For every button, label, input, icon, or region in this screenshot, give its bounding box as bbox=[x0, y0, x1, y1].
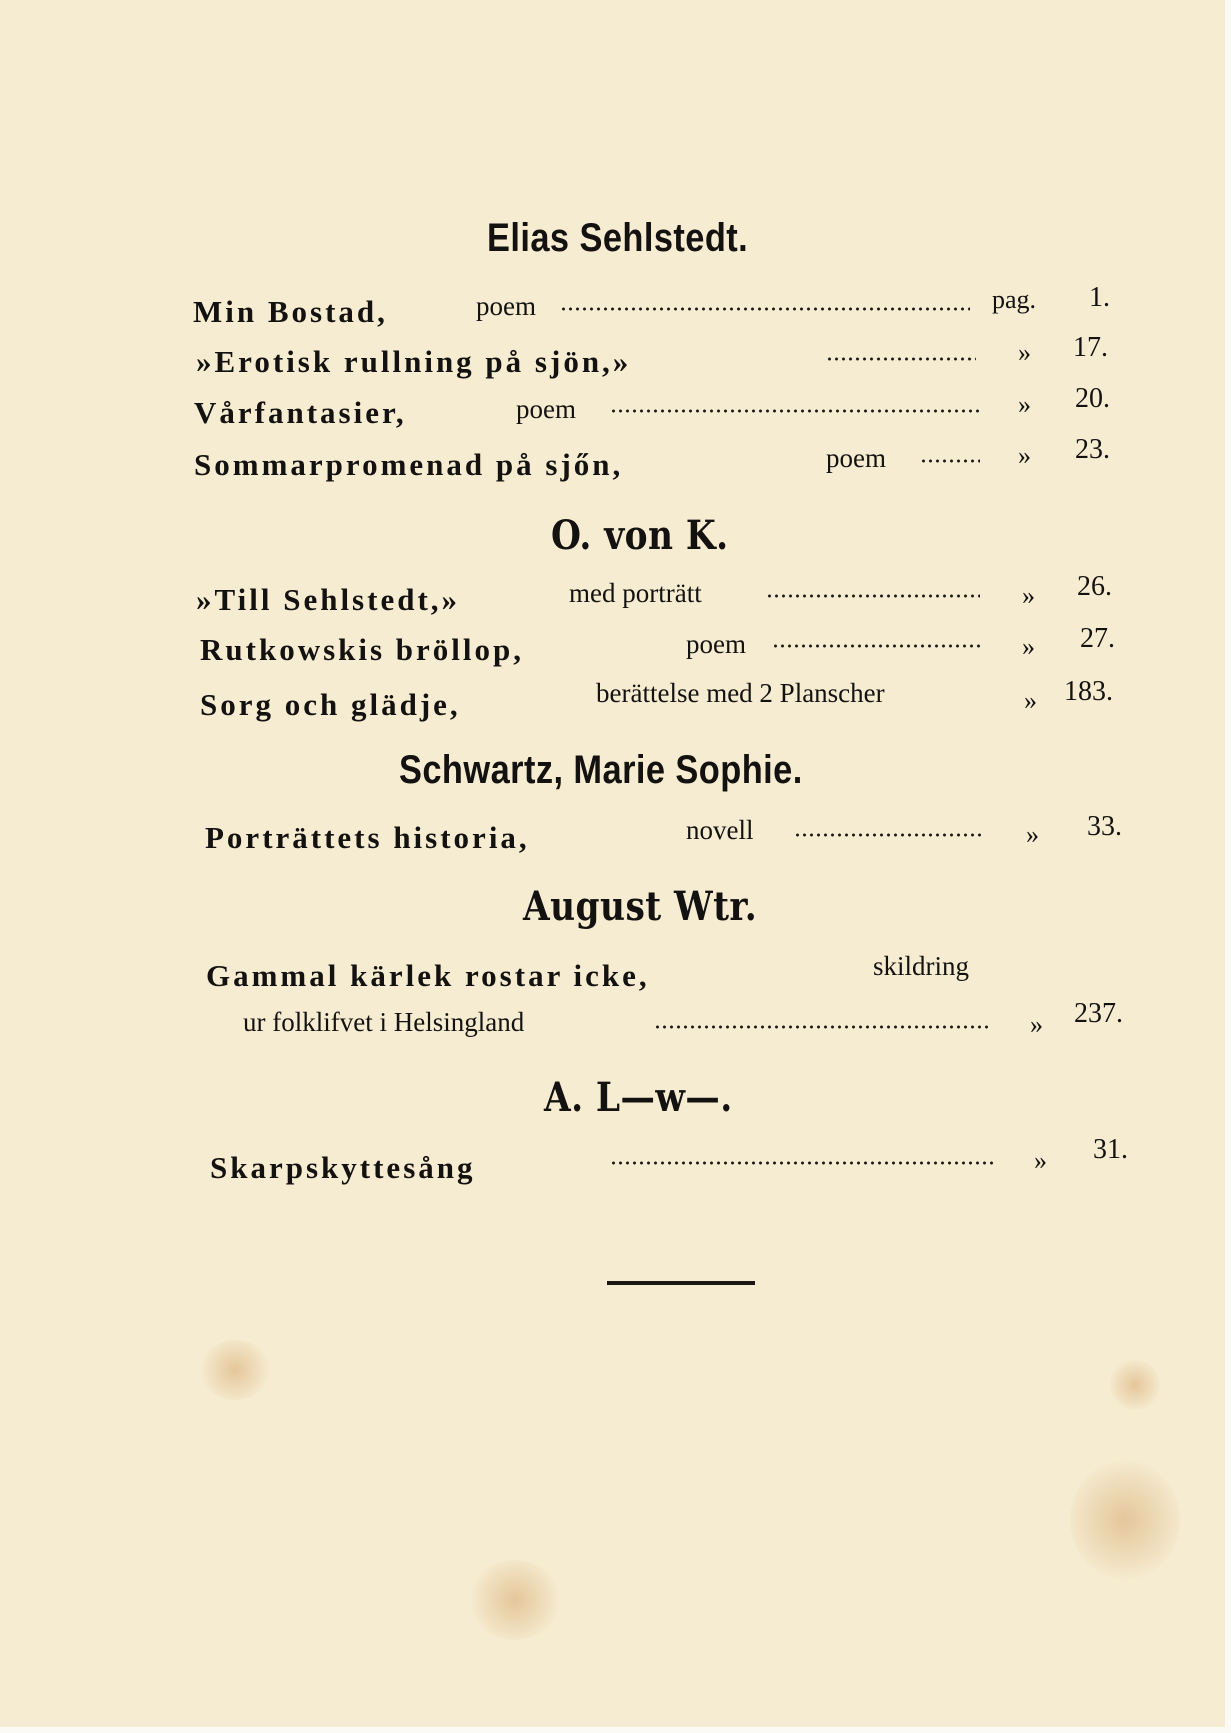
dot-leader bbox=[610, 1160, 996, 1166]
entry-description: med porträtt bbox=[569, 578, 702, 608]
page-number: 27. bbox=[1080, 623, 1115, 654]
page-number: 183. bbox=[1064, 676, 1113, 707]
stain-bottom bbox=[470, 1560, 560, 1640]
entry-description: skildring bbox=[873, 951, 970, 981]
ditto-mark: » bbox=[1022, 632, 1035, 661]
ditto-mark: » bbox=[1034, 1146, 1047, 1175]
entry-title: Porträttets historia, bbox=[205, 820, 530, 855]
stain-left bbox=[200, 1340, 270, 1400]
author-heading: Schwartz, Marie Sophie. bbox=[399, 748, 803, 792]
dot-leader bbox=[794, 832, 984, 838]
dot-leader bbox=[766, 593, 980, 599]
closing-rule bbox=[607, 1281, 755, 1285]
page-number: 26. bbox=[1077, 571, 1112, 602]
entry-description-continued: ur folklifvet i Helsingland bbox=[243, 1007, 525, 1037]
ditto-mark: » bbox=[1018, 338, 1031, 367]
dot-leader bbox=[826, 356, 976, 362]
page-number: 1. bbox=[1089, 282, 1110, 313]
entry-description: berättelse med 2 Planscher bbox=[596, 678, 885, 708]
page-number: 31. bbox=[1093, 1134, 1128, 1165]
page-number: 20. bbox=[1075, 383, 1110, 414]
ditto-mark: » bbox=[1026, 820, 1039, 849]
dot-leader bbox=[654, 1024, 992, 1030]
entry-title: »Till Sehlstedt,» bbox=[196, 582, 461, 617]
stain-right-lower bbox=[1070, 1460, 1180, 1580]
page-abbreviation: pag. bbox=[992, 285, 1037, 314]
author-heading: Elias Sehlstedt. bbox=[487, 216, 749, 260]
entry-title: Rutkowskis bröllop, bbox=[200, 632, 525, 667]
entry-title: Skarpskyttesång bbox=[210, 1150, 476, 1185]
dot-leader bbox=[560, 306, 970, 312]
entry-title: »Erotisk rullning på sjön,» bbox=[196, 344, 632, 379]
page-number: 237. bbox=[1074, 998, 1123, 1029]
entry-title: Sorg och glädje, bbox=[200, 687, 461, 722]
entry-description: poem bbox=[826, 443, 886, 473]
page-number: 33. bbox=[1087, 811, 1122, 842]
entry-title: Vårfantasier, bbox=[194, 395, 407, 430]
entry-description: poem bbox=[476, 291, 536, 321]
ditto-mark: » bbox=[1024, 686, 1037, 715]
ditto-mark: » bbox=[1018, 390, 1031, 419]
ditto-mark: » bbox=[1022, 581, 1035, 610]
dot-leader bbox=[610, 408, 980, 414]
dot-leader bbox=[920, 458, 980, 464]
author-heading: August Wtr. bbox=[523, 883, 758, 930]
entry-title: Min Bostad, bbox=[193, 294, 388, 329]
ditto-mark: » bbox=[1030, 1010, 1043, 1039]
entry-description: poem bbox=[516, 394, 576, 424]
author-heading: A. L—w—. bbox=[544, 1074, 733, 1121]
page-number: 23. bbox=[1075, 434, 1110, 465]
page-number: 17. bbox=[1073, 332, 1108, 363]
dot-leader bbox=[772, 643, 982, 649]
entry-title: Sommarpromenad på sjőn, bbox=[194, 447, 624, 482]
entry-title: Gammal kärlek rostar icke, bbox=[206, 958, 650, 993]
entry-description: poem bbox=[686, 629, 746, 659]
stain-right-upper bbox=[1110, 1360, 1160, 1410]
ditto-mark: » bbox=[1018, 441, 1031, 470]
entry-description: novell bbox=[686, 815, 754, 845]
author-heading: O. von K. bbox=[551, 512, 729, 559]
